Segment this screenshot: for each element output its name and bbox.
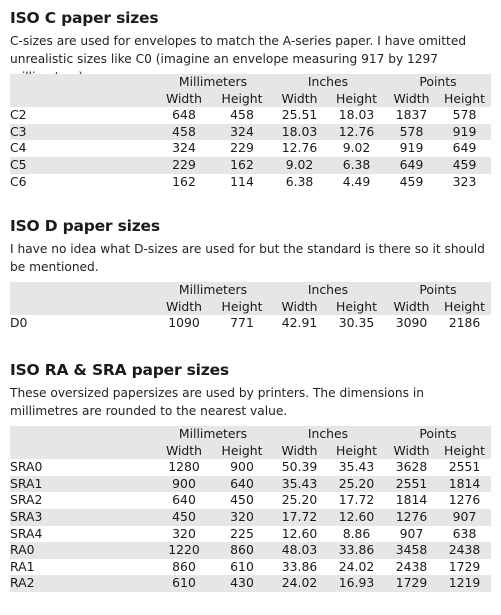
- dimension-cell: 3628: [395, 459, 428, 475]
- dimension-cell: 324: [230, 123, 254, 139]
- dimension-cell: 16.93: [338, 575, 375, 591]
- dimension-cell: 17.72: [281, 508, 318, 524]
- table-row: [10, 559, 491, 576]
- table-row: [10, 174, 491, 191]
- dimension-cell: 2438: [395, 558, 428, 574]
- header-blank-cell: [10, 443, 155, 460]
- size-name-cell: SRA0: [10, 459, 43, 475]
- header-blank-cell: [10, 299, 155, 316]
- header-blank-cell: [10, 282, 155, 299]
- dimension-cell: 1280: [168, 459, 200, 475]
- dimension-cell: 638: [452, 525, 477, 541]
- unit-group-header: Millimeters: [178, 426, 248, 441]
- size-name-cell: SRA4: [10, 525, 43, 541]
- dimension-cell: 459: [399, 173, 424, 189]
- unit-group-header: Inches: [307, 74, 349, 89]
- table-row: [10, 315, 491, 332]
- section-title: ISO C paper sizes: [10, 9, 159, 27]
- dimension-cell: 458: [230, 107, 254, 123]
- table-row: [10, 476, 491, 493]
- dimension-cell: 1814: [448, 475, 481, 491]
- size-name-cell: SRA1: [10, 475, 43, 491]
- dimension-cell: 12.60: [338, 508, 375, 524]
- dimension-cell: 900: [172, 475, 196, 491]
- dimension-cell: 430: [230, 575, 254, 591]
- table-row: [10, 157, 491, 174]
- size-name-cell: RA1: [10, 558, 35, 574]
- dimension-cell: 3458: [395, 542, 428, 558]
- dimension-cell: 8.86: [342, 525, 371, 541]
- dimension-cell: 1729: [395, 575, 428, 591]
- dimension-cell: 1090: [168, 315, 200, 331]
- dimension-cell: 578: [399, 123, 424, 139]
- dimension-cell: 25.51: [281, 107, 318, 123]
- dimension-cell: 48.03: [281, 542, 318, 558]
- dimension-cell: 649: [399, 156, 424, 172]
- column-header: Width: [281, 90, 318, 106]
- section-description: I have no idea what D-sizes are used for but the standard is there so it should be mentioned.: [10, 242, 485, 274]
- table-row: [10, 140, 491, 157]
- column-header: Height: [221, 442, 263, 458]
- size-name-cell: C4: [10, 140, 27, 156]
- column-header: Height: [444, 442, 485, 458]
- dimension-cell: 1219: [448, 575, 481, 591]
- dimension-cell: 907: [399, 525, 424, 541]
- size-name-cell: RA2: [10, 575, 35, 591]
- column-header: Width: [393, 90, 430, 106]
- dimension-cell: 450: [230, 492, 254, 508]
- dimension-cell: 610: [230, 558, 254, 574]
- dimension-cell: 771: [230, 315, 254, 331]
- dimension-cell: 6.38: [285, 173, 314, 189]
- section-iso-d: [10, 216, 490, 276]
- column-header: Height: [336, 298, 377, 314]
- dimension-cell: 320: [172, 525, 196, 541]
- unit-group-header: Points: [419, 426, 457, 441]
- dimension-cell: 17.72: [338, 492, 375, 508]
- dimension-cell: 12.76: [281, 140, 318, 156]
- header-blank-cell: [10, 426, 155, 443]
- dimension-cell: 459: [452, 156, 477, 172]
- table-row: [10, 509, 491, 526]
- column-header: Width: [393, 298, 430, 314]
- section-title: ISO D paper sizes: [10, 217, 160, 235]
- dimension-cell: 640: [230, 475, 254, 491]
- header-blank-cell: [10, 74, 155, 91]
- dimension-cell: 162: [230, 156, 254, 172]
- table-row: [10, 492, 491, 509]
- dimension-cell: 2186: [448, 315, 481, 331]
- unit-group-header: Inches: [307, 282, 349, 297]
- dimension-cell: 9.02: [285, 156, 314, 172]
- table-row: [10, 575, 491, 592]
- dimension-cell: 610: [172, 575, 196, 591]
- dimension-cell: 458: [172, 123, 196, 139]
- column-header-row: [10, 91, 491, 108]
- dimension-cell: 18.03: [281, 123, 318, 139]
- size-name-cell: C2: [10, 107, 27, 123]
- dimension-cell: 6.38: [342, 156, 371, 172]
- dimension-cell: 229: [230, 140, 254, 156]
- dimension-cell: 18.03: [338, 107, 375, 123]
- dimension-cell: 12.60: [281, 525, 318, 541]
- dimension-cell: 323: [452, 173, 477, 189]
- dimension-cell: 1276: [395, 508, 428, 524]
- paper-size-table: [10, 282, 491, 332]
- dimension-cell: 919: [399, 140, 424, 156]
- dimension-cell: 25.20: [338, 475, 375, 491]
- column-header: Width: [166, 90, 202, 106]
- column-header: Height: [444, 90, 485, 106]
- size-name-cell: C5: [10, 156, 27, 172]
- unit-group-header: Inches: [307, 426, 349, 441]
- dimension-cell: 4.49: [342, 173, 371, 189]
- dimension-cell: 860: [230, 542, 254, 558]
- column-header-row: [10, 443, 491, 460]
- dimension-cell: 30.35: [338, 315, 375, 331]
- dimension-cell: 24.02: [281, 575, 318, 591]
- dimension-cell: 225: [230, 525, 254, 541]
- column-header: Width: [166, 442, 202, 458]
- column-header: Height: [444, 298, 485, 314]
- column-header: Height: [221, 90, 263, 106]
- paper-size-table: [10, 74, 491, 190]
- group-header-row: [10, 426, 491, 443]
- dimension-cell: 162: [172, 173, 196, 189]
- column-header: Width: [166, 298, 202, 314]
- column-header: Height: [221, 298, 263, 314]
- dimension-cell: 12.76: [338, 123, 375, 139]
- unit-group-header: Points: [419, 282, 457, 297]
- dimension-cell: 578: [452, 107, 477, 123]
- dimension-cell: 2438: [448, 542, 481, 558]
- column-header: Height: [336, 90, 377, 106]
- table-row: [10, 542, 491, 559]
- table-row: [10, 459, 491, 476]
- dimension-cell: 1276: [448, 492, 481, 508]
- dimension-cell: 33.86: [338, 542, 375, 558]
- dimension-cell: 229: [172, 156, 196, 172]
- dimension-cell: 35.43: [338, 459, 375, 475]
- dimension-cell: 114: [230, 173, 254, 189]
- table-row: [10, 107, 491, 124]
- dimension-cell: 1837: [395, 107, 428, 123]
- dimension-cell: 907: [452, 508, 477, 524]
- group-header-row: [10, 282, 491, 299]
- column-header: Width: [281, 298, 318, 314]
- size-name-cell: SRA3: [10, 508, 43, 524]
- dimension-cell: 320: [230, 508, 254, 524]
- unit-group-header: Millimeters: [178, 74, 248, 89]
- size-name-cell: C3: [10, 123, 27, 139]
- dimension-cell: 35.43: [281, 475, 318, 491]
- dimension-cell: 1814: [395, 492, 428, 508]
- dimension-cell: 324: [172, 140, 196, 156]
- unit-group-header: Millimeters: [178, 282, 248, 297]
- dimension-cell: 860: [172, 558, 196, 574]
- dimension-cell: 50.39: [281, 459, 318, 475]
- section-description: These oversized papersizes are used by printers. The dimensions in millimetres are rounded to the nearest value.: [10, 386, 424, 418]
- header-blank-cell: [10, 91, 155, 108]
- dimension-cell: 1220: [168, 542, 200, 558]
- dimension-cell: 640: [172, 492, 196, 508]
- column-header: Width: [393, 442, 430, 458]
- dimension-cell: 450: [172, 508, 196, 524]
- dimension-cell: 9.02: [342, 140, 371, 156]
- size-name-cell: C6: [10, 173, 27, 189]
- dimension-cell: 42.91: [281, 315, 318, 331]
- dimension-cell: 1729: [448, 558, 481, 574]
- paper-size-table: [10, 426, 491, 592]
- dimension-cell: 649: [452, 140, 477, 156]
- size-name-cell: RA0: [10, 542, 35, 558]
- dimension-cell: 648: [172, 107, 196, 123]
- dimension-cell: 900: [230, 459, 254, 475]
- size-name-cell: SRA2: [10, 492, 43, 508]
- column-header: Height: [336, 442, 377, 458]
- table-row: [10, 124, 491, 141]
- size-name-cell: D0: [10, 315, 28, 331]
- section-title: ISO RA & SRA paper sizes: [10, 361, 229, 379]
- table-row: [10, 526, 491, 543]
- dimension-cell: 3090: [395, 315, 428, 331]
- dimension-cell: 33.86: [281, 558, 318, 574]
- column-header: Width: [281, 442, 318, 458]
- dimension-cell: 919: [452, 123, 477, 139]
- group-header-row: [10, 74, 491, 91]
- column-header-row: [10, 299, 491, 316]
- section-description: C-sizes are used for envelopes to match the A-series paper. I have omitted unrealistic sizes like C0 (imagine an envelope measuring 917 by 1297 millimeters).: [10, 34, 467, 84]
- dimension-cell: 2551: [448, 459, 481, 475]
- unit-group-header: Points: [419, 74, 457, 89]
- dimension-cell: 2551: [395, 475, 428, 491]
- dimension-cell: 25.20: [281, 492, 318, 508]
- dimension-cell: 24.02: [338, 558, 375, 574]
- section-iso-ra-sra: [10, 360, 490, 420]
